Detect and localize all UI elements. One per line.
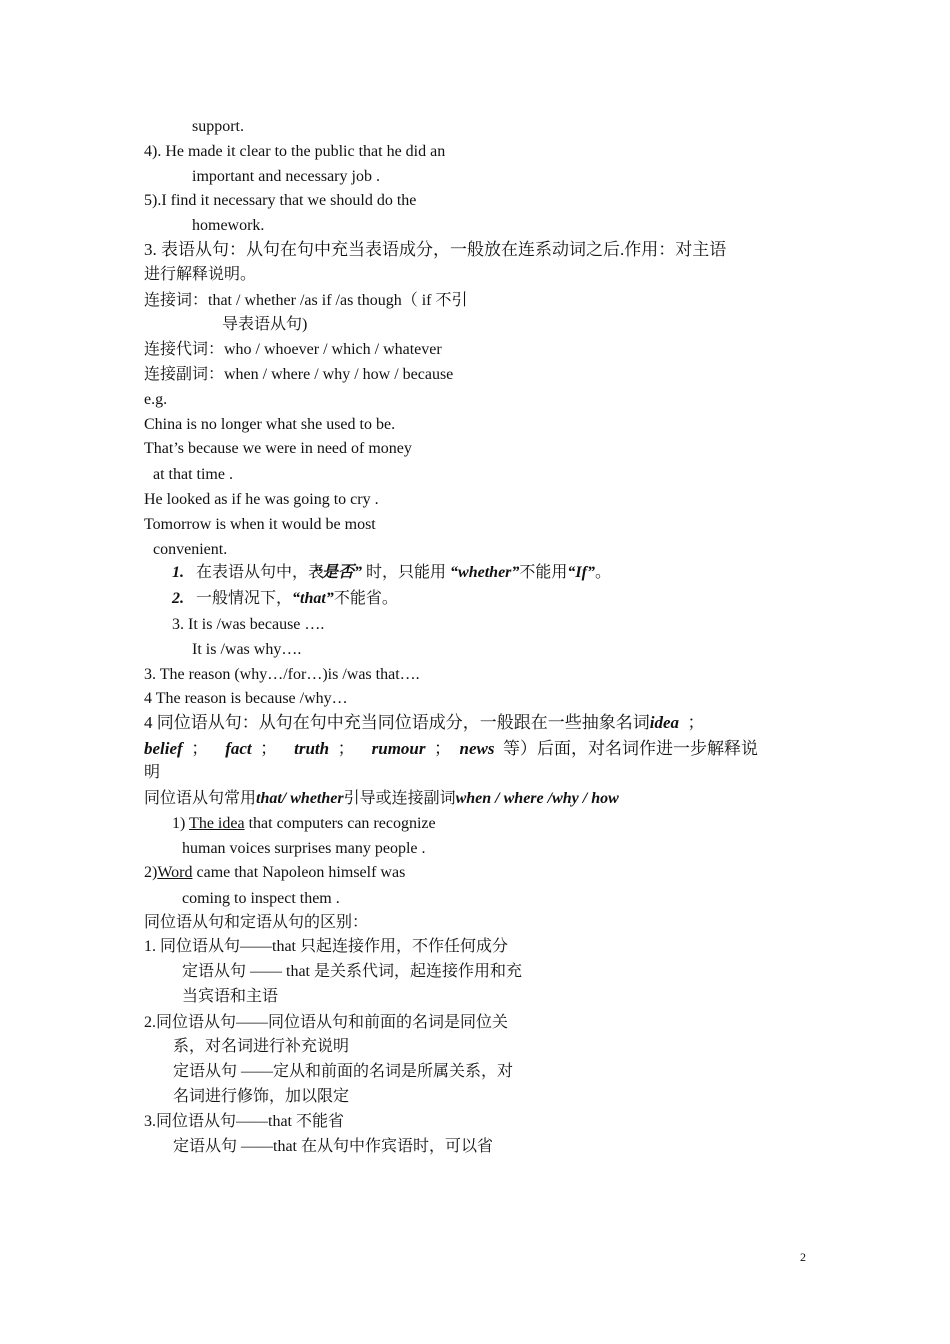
- text-line: 4 The reason is because /why…: [144, 690, 348, 707]
- text-line: belief ； fact ； truth ； rumour ； news 等）后面，对名词作进一步解释说: [144, 739, 758, 758]
- text-line: 进行解释说明。: [144, 266, 257, 283]
- text-line: 定语从句 ——that 在从句中作宾语时，可以省: [173, 1138, 493, 1155]
- text-line: 导表语从句): [222, 316, 308, 333]
- text-line: human voices surprises many people .: [182, 840, 426, 857]
- text-line: homework.: [192, 217, 265, 234]
- text-line: Tomorrow is when it would be most: [144, 516, 376, 533]
- text-line: 1. 在表语从句中，表“是否” 时，只能用 “whether”不能用“If”。: [172, 564, 611, 581]
- text-line: 连接代词：who / whoever / which / whatever: [144, 341, 442, 358]
- text-line: 定语从句 —— that 是关系代词，起连接作用和充: [182, 963, 522, 980]
- text-line: at that time .: [153, 466, 233, 483]
- text-line: 连接词：that / whether /as if /as though（ if 不引: [144, 292, 468, 309]
- text-line: 1. 同位语从句——that 只起连接作用，不作任何成分: [144, 938, 508, 955]
- text-line: 定语从句 ——定从和前面的名词是所属关系，对: [173, 1063, 514, 1080]
- text-line: 3.同位语从句——that 不能省: [144, 1113, 344, 1130]
- text-line: 明: [144, 764, 161, 781]
- text-line: 4). He made it clear to the public that he did an: [144, 143, 446, 160]
- text-line: 当宾语和主语: [182, 988, 279, 1005]
- text-line: coming to inspect them .: [182, 890, 340, 907]
- text-line: 2.同位语从句——同位语从句和前面的名词是同位关: [144, 1014, 509, 1031]
- text-line: 同位语从句常用that/ whether引导或连接副词when / where /why / how: [144, 790, 619, 807]
- text-line: 3. It is /was because ….: [172, 616, 325, 633]
- text-line: support.: [192, 118, 244, 135]
- text-line: 名词进行修饰，加以限定: [173, 1088, 350, 1105]
- text-line: e.g.: [144, 391, 168, 408]
- text-line: 2. 一般情况下，“that”不能省。: [172, 590, 398, 607]
- page-number: 2: [800, 1250, 806, 1264]
- text-line: 连接副词：when / where / why / how / because: [144, 366, 454, 383]
- text-line: 3. The reason (why…/for…)is /was that….: [144, 666, 420, 683]
- section-heading: 同位语从句和定语从句的区别：: [144, 914, 369, 931]
- text-line: important and necessary job .: [192, 168, 380, 185]
- section-heading: 3. 表语从句：从句在句中充当表语成分，一般放在连系动词之后.作用：对主语: [144, 240, 727, 259]
- text-line: 2)Word came that Napoleon himself was: [144, 864, 406, 881]
- text-line: China is no longer what she used to be.: [144, 416, 396, 433]
- section-heading: 4 同位语从句：从句在句中充当同位语成分，一般跟在一些抽象名词idea ；: [144, 713, 705, 732]
- text-line: convenient.: [153, 541, 228, 558]
- text-line: It is /was why….: [192, 641, 302, 658]
- text-line: 5).I find it necessary that we should do the: [144, 192, 417, 209]
- text-line: 系，对名词进行补充说明: [173, 1038, 350, 1055]
- text-line: That’s because we were in need of money: [144, 440, 412, 457]
- text-line: He looked as if he was going to cry .: [144, 491, 379, 508]
- text-line: 1) The idea that computers can recognize: [172, 815, 436, 832]
